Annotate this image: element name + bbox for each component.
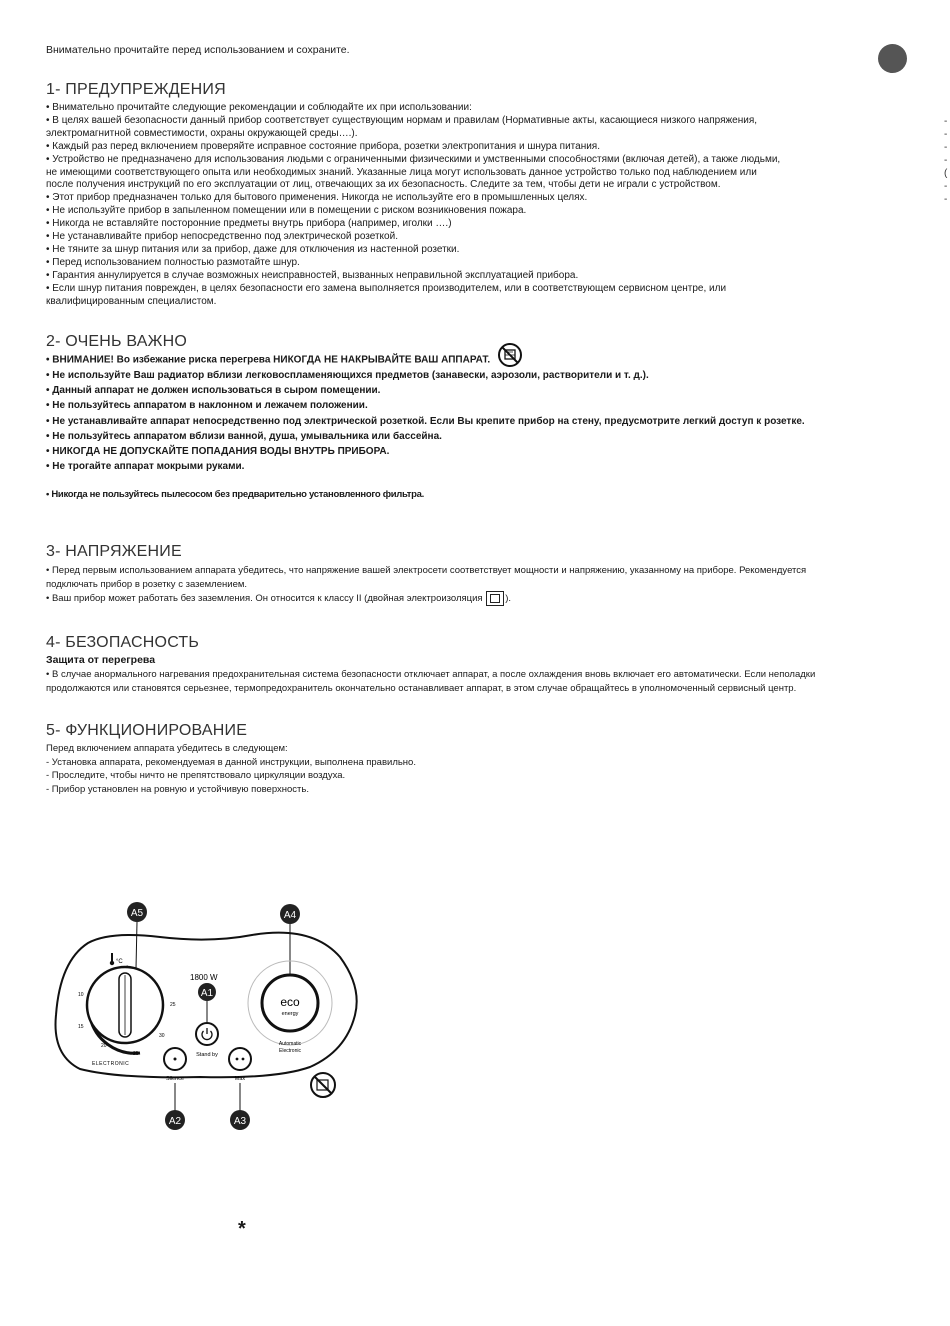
electronic-label: ELECTRONIC (92, 1061, 130, 1067)
section-2-extra: • Никогда не пользуйтесь пылесосом без предварительно установленного фильтра. (46, 489, 424, 500)
section-3-line: подключать прибор в розетку с заземлением. (46, 578, 248, 590)
section-4-subtitle: Защита от перегрева (46, 654, 156, 666)
dial-tick: 20 (101, 1043, 107, 1049)
margin-marks: - - - - ( - - (944, 116, 948, 205)
eco-label: eco (280, 995, 300, 1009)
section-2-line: • Данный аппарат не должен использоваться в сыром помещении. (46, 385, 381, 397)
section-1-line: • В целях вашей безопасности данный прибор соответствует существующим нормам и правилам (Нормативные акты, касающиеся низкого напряжения, (46, 114, 758, 126)
energy-label: energy (281, 1011, 299, 1017)
a5-label: A5 (130, 908, 144, 919)
silence-label: Silence (165, 1076, 185, 1082)
a1-label: A1 (200, 988, 214, 999)
section-1-line: • Этот прибор предназначен только для бытового применения. Никогда не используйте его в промышленных целях. (46, 192, 588, 204)
power-rating: 1800 W (190, 973, 218, 982)
section-1-line: после получения инструкций по его эксплуатации от лиц, отвечающих за их безопасность. Следите за тем, чтобы дети не играли с устройством. (46, 179, 721, 191)
section-3-line (46, 591, 806, 606)
section-1-line: • Не устанавливайте прибор непосредственно под электрической розеткой. (46, 231, 398, 243)
section-2-title: 2- ОЧЕНЬ ВАЖНО (46, 333, 187, 350)
section-5-line: - Прибор установлен на ровную и устойчивую поверхность. (46, 784, 309, 796)
section-5-line: - Проследите, чтобы ничто не препятствовало циркуляции воздуха. (46, 770, 346, 782)
electronic-mode-label: Electronic (279, 1048, 301, 1054)
section-1-line: не имеющими соответствующего опыта или необходимых знаний. Указанные лица могут использовать данное устройство только под наблюдением или (46, 166, 757, 178)
section-1-line: электромагнитной совместимости, охраны окружающей среды….). (46, 127, 358, 139)
automatic-label: Automatic (278, 1041, 302, 1047)
section-2-line: • НИКОГДА НЕ ДОПУСКАЙТЕ ПОПАДАНИЯ ВОДЫ ВНУТРЬ ПРИБОРА. (46, 446, 390, 458)
section-2-line (46, 352, 805, 368)
section-5-line: - Установка аппарата, рекомендуемая в данной инструкции, выполнена правильно. (46, 756, 416, 768)
section-1-line: • Внимательно прочитайте следующие рекомендации и соблюдайте их при использовании: (46, 102, 472, 113)
section-1-line: • Не используйте прибор в запыленном помещении или в помещении с риском возникновения пожара. (46, 205, 527, 217)
control-panel-diagram (40, 895, 380, 1135)
section-3-line: • Перед первым использованием аппарата убедитесь, что напряжение вашей электросети соответствует мощности и напряжению, указанному на приборе. Рекомендуется (46, 565, 807, 576)
dial-tick: 30 (159, 1033, 165, 1039)
section-3-line-text: • Ваш прибор может работать без заземления. Он относится к классу II (двойная электроизоляция (46, 593, 486, 605)
dial-tick: 10 (78, 992, 84, 998)
do-not-cover-icon (497, 342, 523, 368)
dial-tick: 15 (78, 1024, 84, 1030)
section-1-line: • Устройство не предназначено для использования людьми с ограниченными физическими и умственными способностями (включая детей), а также людьми, (46, 153, 781, 165)
thermometer-icon (110, 953, 114, 965)
section-1-line: квалифицированным специалистом. (46, 295, 217, 307)
class-ii-double-insulation-icon (486, 591, 504, 606)
section-3-title: 3- НАПРЯЖЕНИЕ (46, 543, 182, 560)
section-2-body (46, 352, 805, 474)
dial-tick: 25 (133, 1051, 139, 1057)
section-4-title: 4- БЕЗОПАСНОСТЬ (46, 634, 200, 651)
section-5-line: Перед включением аппарата убедитесь в следующем: (46, 743, 288, 754)
temperature-unit: °C (116, 959, 123, 965)
a4-label: A4 (283, 910, 297, 921)
section-1-line: • Гарантия аннулируется в случае возможных неисправностей, вызванных неправильной эксплуатацией прибора. (46, 269, 579, 281)
section-1-title: 1- ПРЕДУПРЕЖДЕНИЯ (46, 81, 226, 98)
a2-label: A2 (168, 1116, 182, 1127)
section-3-body (46, 564, 806, 606)
section-2-line: • Не пользуйтесь аппаратом вблизи ванной, душа, умывальника или бассейна. (46, 430, 442, 442)
section-1-line: • Не тяните за шнур питания или за прибор, даже для отключения из настенной розетки. (46, 243, 460, 255)
intro-text: Внимательно прочитайте перед использованием и сохраните. (46, 44, 350, 56)
language-marker (878, 44, 907, 73)
section-5-body (46, 742, 416, 797)
do-not-cover-icon (311, 1073, 335, 1097)
section-1-line: • Каждый раз перед включением проверяйте исправное состояние прибора, розетки электропитания и шнура питания. (46, 140, 600, 152)
max-label: Max (234, 1076, 246, 1082)
section-1-line: • Перед использованием полностью размотайте шнур. (46, 256, 300, 268)
max-button[interactable] (229, 1048, 251, 1070)
section-2-line: • Не пользуйтесь аппаратом в наклонном и лежачем положении. (46, 400, 368, 412)
dial-tick: 25 (170, 1002, 176, 1008)
section-4-body (46, 668, 815, 695)
section-4-line: продолжаются или становятся серьезнее, термопредохранитель окончательно останавливает аппарат, в этом случае обращайтесь в уполномоченный сервисный центр. (46, 682, 797, 694)
section-2-line: • Не используйте Ваш радиатор вблизи легковоспламеняющихся предметов (занавески, аэрозоли, растворители и т. д.). (46, 370, 649, 381)
section-4-line: • В случае анормального нагревания предохранительная система безопасности отключает аппарат, а после охлаждения вновь включает его автоматически. Если неполадки (46, 669, 816, 680)
section-3-line-tail: ). (505, 593, 512, 605)
single-dot-icon (174, 1058, 177, 1061)
section-2-line-text: • ВНИМАНИЕ! Во избежание риска перегрева НИКОГДА НЕ НАКРЫВАЙТЕ ВАШ АППАРАТ. (46, 354, 491, 366)
standby-label: Stand by (196, 1052, 218, 1058)
section-1-line: • Если шнур питания поврежден, в целях безопасности его замена выполняется производителем, или в соответствующем сервисном центре, или (46, 282, 727, 294)
section-1-body (46, 102, 780, 309)
footer-asterisk: * (238, 1218, 246, 1240)
section-1-line: • Никогда не вставляйте посторонние предметы внутрь прибора (например, иголки ….) (46, 218, 452, 230)
section-5-title: 5- ФУНКЦИОНИРОВАНИЕ (46, 722, 248, 739)
section-2-line: • Не устанавливайте аппарат непосредственно под электрической розеткой. Если Вы крепите прибор на стену, предусмотрите легкий доступ к розетке. (46, 415, 805, 427)
a3-label: A3 (233, 1116, 247, 1127)
section-2-line: • Не трогайте аппарат мокрыми руками. (46, 461, 245, 473)
